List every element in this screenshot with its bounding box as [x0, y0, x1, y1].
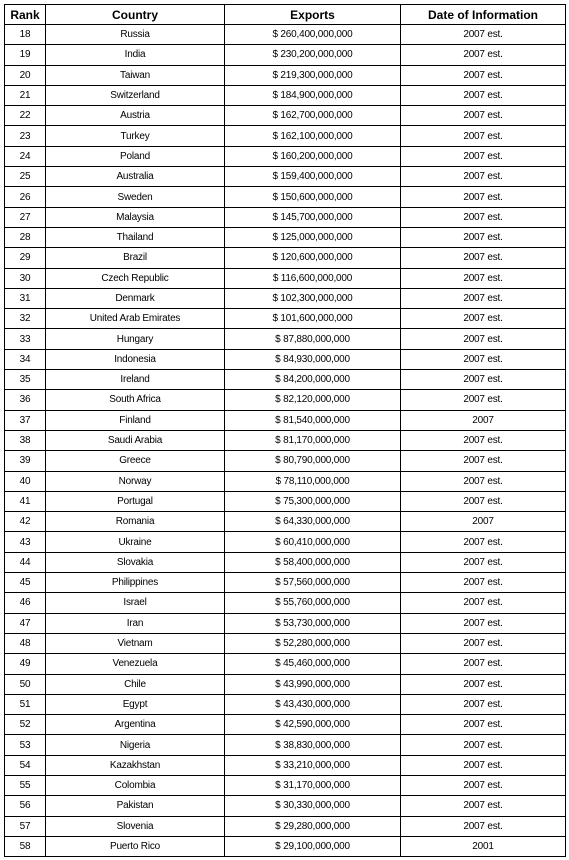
country-cell: Egypt	[46, 694, 225, 714]
rank-cell: 55	[5, 775, 46, 795]
country-cell: India	[46, 45, 225, 65]
rank-cell: 52	[5, 715, 46, 735]
date-cell: 2007 est.	[401, 775, 566, 795]
date-cell: 2007 est.	[401, 248, 566, 268]
country-cell: Finland	[46, 410, 225, 430]
exports-cell: $ 230,200,000,000	[225, 45, 401, 65]
table-row	[5, 552, 566, 572]
rank-cell: 50	[5, 674, 46, 694]
date-cell: 2007 est.	[401, 430, 566, 450]
table-row	[5, 512, 566, 532]
rank-cell: 30	[5, 268, 46, 288]
country-cell: Nigeria	[46, 735, 225, 755]
exports-cell: $ 42,590,000,000	[225, 715, 401, 735]
table-row	[5, 633, 566, 653]
rank-cell: 49	[5, 654, 46, 674]
country-cell: Turkey	[46, 126, 225, 146]
rank-cell: 23	[5, 126, 46, 146]
rank-cell: 47	[5, 613, 46, 633]
rank-cell: 25	[5, 167, 46, 187]
table-row	[5, 532, 566, 552]
rank-cell: 57	[5, 816, 46, 836]
country-cell: Brazil	[46, 248, 225, 268]
date-cell: 2007 est.	[401, 451, 566, 471]
exports-cell: $ 38,830,000,000	[225, 735, 401, 755]
country-cell: Hungary	[46, 329, 225, 349]
country-cell: Israel	[46, 593, 225, 613]
country-cell: Ireland	[46, 370, 225, 390]
country-cell: Saudi Arabia	[46, 430, 225, 450]
exports-cell: $ 81,170,000,000	[225, 430, 401, 450]
country-cell: Philippines	[46, 573, 225, 593]
rank-cell: 38	[5, 430, 46, 450]
table-row	[5, 674, 566, 694]
date-cell: 2007 est.	[401, 370, 566, 390]
country-cell: Malaysia	[46, 207, 225, 227]
exports-cell: $ 120,600,000,000	[225, 248, 401, 268]
rank-cell: 48	[5, 633, 46, 653]
rank-cell: 39	[5, 451, 46, 471]
rank-cell: 18	[5, 25, 46, 45]
rank-cell: 20	[5, 65, 46, 85]
rank-cell: 36	[5, 390, 46, 410]
table-row	[5, 106, 566, 126]
exports-cell: $ 84,200,000,000	[225, 370, 401, 390]
exports-cell: $ 75,300,000,000	[225, 491, 401, 511]
rank-cell: 27	[5, 207, 46, 227]
exports-cell: $ 43,430,000,000	[225, 694, 401, 714]
rank-cell: 44	[5, 552, 46, 572]
country-cell: Switzerland	[46, 85, 225, 105]
exports-cell: $ 125,000,000,000	[225, 227, 401, 247]
exports-cell: $ 82,120,000,000	[225, 390, 401, 410]
table-row	[5, 45, 566, 65]
date-cell: 2007 est.	[401, 593, 566, 613]
table-row	[5, 167, 566, 187]
country-cell: Norway	[46, 471, 225, 491]
rank-cell: 56	[5, 796, 46, 816]
rank-cell: 22	[5, 106, 46, 126]
rank-cell: 37	[5, 410, 46, 430]
exports-cell: $ 260,400,000,000	[225, 25, 401, 45]
exports-cell: $ 64,330,000,000	[225, 512, 401, 532]
country-cell: Portugal	[46, 491, 225, 511]
date-cell: 2007 est.	[401, 45, 566, 65]
country-cell: Poland	[46, 146, 225, 166]
rank-cell: 32	[5, 309, 46, 329]
date-cell: 2007 est.	[401, 146, 566, 166]
date-cell: 2007 est.	[401, 268, 566, 288]
exports-cell: $ 159,400,000,000	[225, 167, 401, 187]
table-row	[5, 816, 566, 836]
table-row	[5, 755, 566, 775]
country-cell: Argentina	[46, 715, 225, 735]
exports-cell: $ 162,100,000,000	[225, 126, 401, 146]
table-row	[5, 451, 566, 471]
date-cell: 2007 est.	[401, 715, 566, 735]
table-row	[5, 410, 566, 430]
exports-cell: $ 116,600,000,000	[225, 268, 401, 288]
exports-cell: $ 31,170,000,000	[225, 775, 401, 795]
table-row	[5, 146, 566, 166]
date-cell: 2007 est.	[401, 491, 566, 511]
country-cell: Puerto Rico	[46, 836, 225, 856]
table-row	[5, 796, 566, 816]
table-row	[5, 248, 566, 268]
country-cell: Slovenia	[46, 816, 225, 836]
country-cell: Colombia	[46, 775, 225, 795]
date-cell: 2007	[401, 512, 566, 532]
exports-cell: $ 78,110,000,000	[225, 471, 401, 491]
exports-cell: $ 81,540,000,000	[225, 410, 401, 430]
date-cell: 2007 est.	[401, 25, 566, 45]
table-row	[5, 471, 566, 491]
date-cell: 2007 est.	[401, 126, 566, 146]
rank-cell: 53	[5, 735, 46, 755]
country-cell: Australia	[46, 167, 225, 187]
exports-cell: $ 52,280,000,000	[225, 633, 401, 653]
table-row	[5, 613, 566, 633]
date-cell: 2007 est.	[401, 167, 566, 187]
table-row	[5, 491, 566, 511]
exports-cell: $ 150,600,000,000	[225, 187, 401, 207]
table-row	[5, 227, 566, 247]
date-cell: 2007 est.	[401, 573, 566, 593]
exports-cell: $ 29,280,000,000	[225, 816, 401, 836]
rank-cell: 24	[5, 146, 46, 166]
exports-cell: $ 162,700,000,000	[225, 106, 401, 126]
country-cell: United Arab Emirates	[46, 309, 225, 329]
country-cell: Taiwan	[46, 65, 225, 85]
table-row	[5, 735, 566, 755]
exports-cell: $ 101,600,000,000	[225, 309, 401, 329]
country-cell: Romania	[46, 512, 225, 532]
exports-cell: $ 145,700,000,000	[225, 207, 401, 227]
date-cell: 2007 est.	[401, 227, 566, 247]
table-body	[5, 25, 566, 857]
rank-cell: 40	[5, 471, 46, 491]
table-header-row	[5, 5, 566, 25]
table-row	[5, 25, 566, 45]
date-cell: 2007 est.	[401, 85, 566, 105]
country-cell: Russia	[46, 25, 225, 45]
rank-cell: 46	[5, 593, 46, 613]
country-cell: Slovakia	[46, 552, 225, 572]
country-cell: Chile	[46, 674, 225, 694]
country-cell: Indonesia	[46, 349, 225, 369]
rank-cell: 41	[5, 491, 46, 511]
country-cell: Austria	[46, 106, 225, 126]
country-cell: Greece	[46, 451, 225, 471]
table-row	[5, 573, 566, 593]
rank-cell: 43	[5, 532, 46, 552]
table-row	[5, 268, 566, 288]
table-row	[5, 309, 566, 329]
country-cell: Vietnam	[46, 633, 225, 653]
table-row	[5, 593, 566, 613]
country-cell: Thailand	[46, 227, 225, 247]
date-cell: 2007 est.	[401, 654, 566, 674]
rank-cell: 29	[5, 248, 46, 268]
country-cell: Pakistan	[46, 796, 225, 816]
rank-cell: 51	[5, 694, 46, 714]
date-cell: 2007 est.	[401, 390, 566, 410]
date-cell: 2007 est.	[401, 755, 566, 775]
table-row	[5, 126, 566, 146]
date-cell: 2007 est.	[401, 613, 566, 633]
exports-cell: $ 30,330,000,000	[225, 796, 401, 816]
date-cell: 2007 est.	[401, 471, 566, 491]
date-cell: 2007 est.	[401, 187, 566, 207]
header-date-of-information: Date of Information	[401, 5, 566, 25]
exports-cell: $ 57,560,000,000	[225, 573, 401, 593]
date-cell: 2007 est.	[401, 106, 566, 126]
table-row	[5, 187, 566, 207]
table-row	[5, 715, 566, 735]
country-cell: Iran	[46, 613, 225, 633]
exports-cell: $ 60,410,000,000	[225, 532, 401, 552]
date-cell: 2007 est.	[401, 694, 566, 714]
exports-cell: $ 55,760,000,000	[225, 593, 401, 613]
exports-cell: $ 58,400,000,000	[225, 552, 401, 572]
table-row	[5, 430, 566, 450]
exports-cell: $ 33,210,000,000	[225, 755, 401, 775]
table-row	[5, 207, 566, 227]
table-row	[5, 85, 566, 105]
table-row	[5, 349, 566, 369]
date-cell: 2007 est.	[401, 674, 566, 694]
country-cell: Kazakhstan	[46, 755, 225, 775]
date-cell: 2007 est.	[401, 633, 566, 653]
table-row	[5, 775, 566, 795]
exports-cell: $ 29,100,000,000	[225, 836, 401, 856]
date-cell: 2007	[401, 410, 566, 430]
rank-cell: 31	[5, 288, 46, 308]
country-cell: Venezuela	[46, 654, 225, 674]
date-cell: 2007 est.	[401, 329, 566, 349]
table-row	[5, 654, 566, 674]
rank-cell: 45	[5, 573, 46, 593]
rank-cell: 54	[5, 755, 46, 775]
exports-cell: $ 80,790,000,000	[225, 451, 401, 471]
rank-cell: 26	[5, 187, 46, 207]
exports-cell: $ 45,460,000,000	[225, 654, 401, 674]
exports-cell: $ 102,300,000,000	[225, 288, 401, 308]
date-cell: 2007 est.	[401, 288, 566, 308]
date-cell: 2007 est.	[401, 207, 566, 227]
rank-cell: 35	[5, 370, 46, 390]
country-cell: Ukraine	[46, 532, 225, 552]
exports-cell: $ 184,900,000,000	[225, 85, 401, 105]
rank-cell: 42	[5, 512, 46, 532]
table-row	[5, 329, 566, 349]
exports-cell: $ 53,730,000,000	[225, 613, 401, 633]
table-row	[5, 370, 566, 390]
rank-cell: 34	[5, 349, 46, 369]
rank-cell: 28	[5, 227, 46, 247]
date-cell: 2007 est.	[401, 796, 566, 816]
date-cell: 2001	[401, 836, 566, 856]
table-row	[5, 65, 566, 85]
header-rank: Rank	[5, 5, 46, 25]
exports-cell: $ 219,300,000,000	[225, 65, 401, 85]
country-cell: South Africa	[46, 390, 225, 410]
date-cell: 2007 est.	[401, 735, 566, 755]
exports-cell: $ 87,880,000,000	[225, 329, 401, 349]
rank-cell: 33	[5, 329, 46, 349]
date-cell: 2007 est.	[401, 309, 566, 329]
rank-cell: 19	[5, 45, 46, 65]
exports-table	[4, 4, 566, 857]
date-cell: 2007 est.	[401, 816, 566, 836]
exports-cell: $ 160,200,000,000	[225, 146, 401, 166]
table-row	[5, 836, 566, 856]
table-row	[5, 288, 566, 308]
rank-cell: 21	[5, 85, 46, 105]
date-cell: 2007 est.	[401, 65, 566, 85]
country-cell: Sweden	[46, 187, 225, 207]
country-cell: Denmark	[46, 288, 225, 308]
date-cell: 2007 est.	[401, 552, 566, 572]
exports-cell: $ 84,930,000,000	[225, 349, 401, 369]
table-row	[5, 390, 566, 410]
table-row	[5, 694, 566, 714]
rank-cell: 58	[5, 836, 46, 856]
date-cell: 2007 est.	[401, 349, 566, 369]
country-cell: Czech Republic	[46, 268, 225, 288]
header-country: Country	[46, 5, 225, 25]
exports-cell: $ 43,990,000,000	[225, 674, 401, 694]
header-exports: Exports	[225, 5, 401, 25]
date-cell: 2007 est.	[401, 532, 566, 552]
